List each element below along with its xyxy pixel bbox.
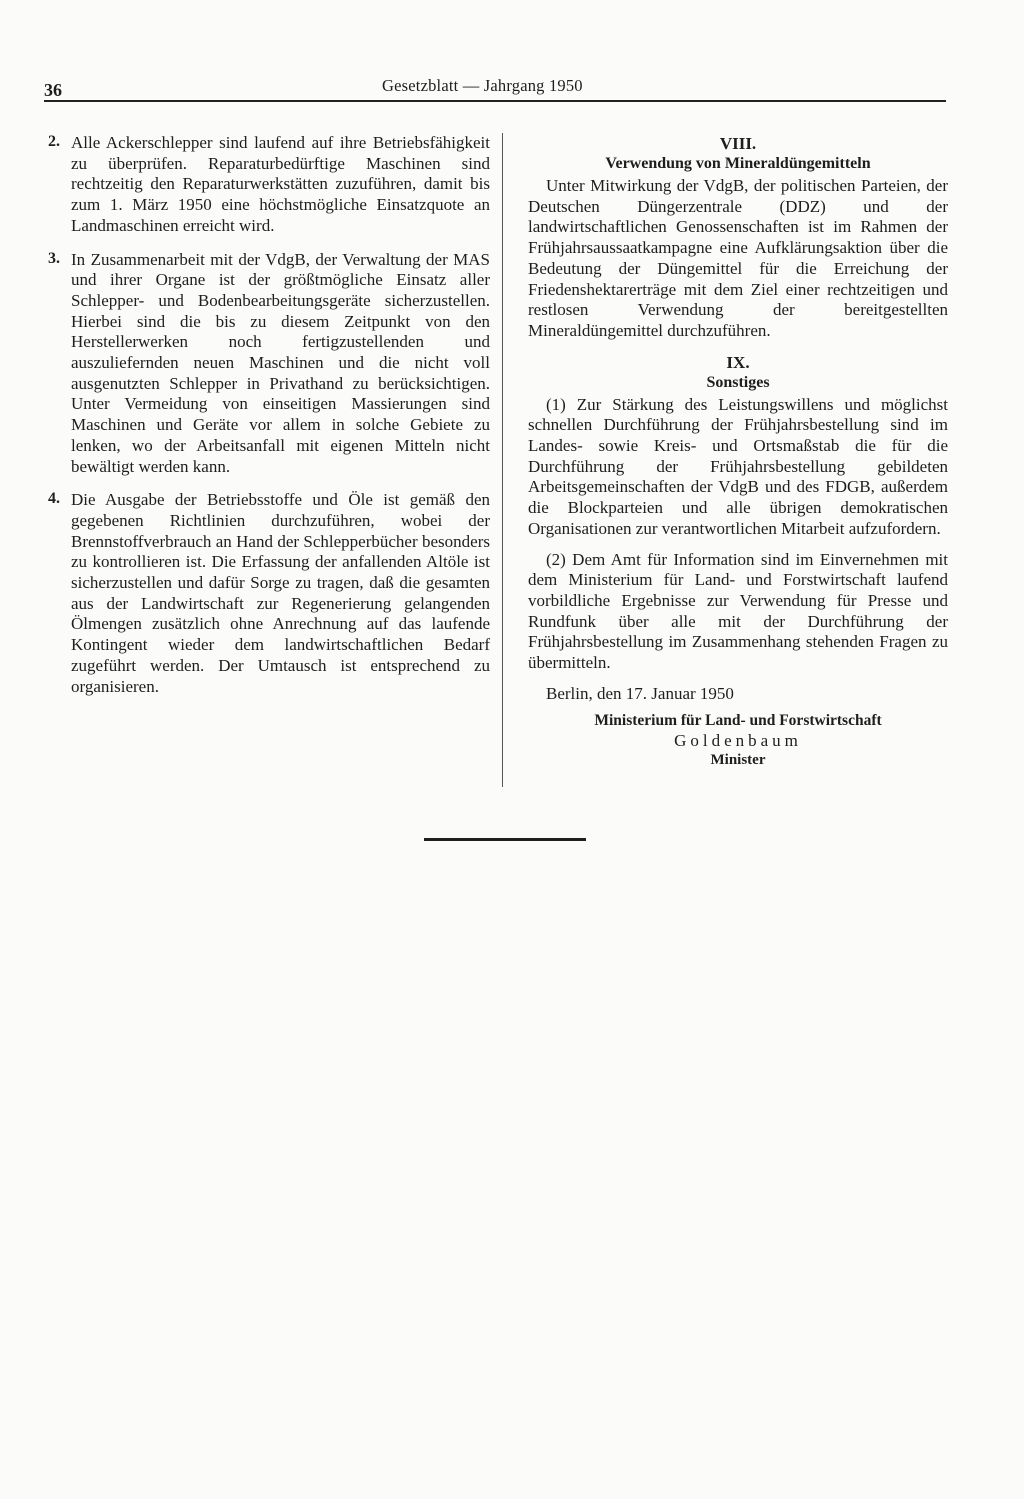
section-ix-title: Sonstiges <box>706 373 770 391</box>
running-title: Gesetzblatt — Jahrgang 1950 <box>382 76 583 95</box>
list-item <box>48 133 490 237</box>
section-viii-text: Unter Mitwirkung der VdgB, der politischen Parteien, der Deutschen Düngerzentrale (DDZ) und der landwirtschaftlichen Genossenschaften ist im Rahmen der Frühjahrsaussaatkampagne eine Aufklärungsaktion über die Bedeutung der Düngemittel für die Erreichung der Friedenshektarerträge mit dem Ziel einer rechtzeitigen und restlosen Verwendung der bereitgestellten Mineraldüngemittel durchzuführen. <box>528 176 948 340</box>
section-ix-numeral: IX. <box>726 352 750 372</box>
page-number: 36 <box>44 80 62 100</box>
right-column <box>528 133 948 769</box>
list-item-number: 2. <box>48 133 60 150</box>
signature-title: Minister <box>710 752 766 769</box>
list-item-number: 3. <box>48 249 60 267</box>
section-viii-title: Verwendung von Mineraldüngemitteln <box>605 155 871 172</box>
list-item <box>48 250 490 478</box>
list-item-text: Alle Ackerschlepper sind laufend auf ihre Betriebsfähigkeit zu überprüfen. Reparaturbedürftige Maschinen sind rechtzeitig den Reparaturwerkstätten zuzuführen, damit bis zum 1. März 1950 eine höchstmögliche Einsatzquote an Landmaschinen erreicht wird. <box>71 133 490 235</box>
list-item-text: Die Ausgabe der Betriebsstoffe und Öle ist gemäß den gegebenen Richtlinien durchzuführen, wobei der Brennstoffverbrauch an Hand der Schlepperbücher besonders zu kontrollieren ist. Die Erfassung der anfallenden Altöle ist sicherzustellen und dafür Sorge zu tragen, daß die gesamten aus der Landwirtschaft zur Regenerierung gelangenden Ölmengen zusätzlich ohne Anrechnung auf das laufende Kontingent wieder dem landwirtschaftlichen Bedarf zugeführt werden. Der Umtausch ist entsprechend zu organisieren. <box>71 490 490 696</box>
signature-name: Goldenbaum <box>674 731 802 751</box>
left-column <box>48 133 490 710</box>
list-item-text: In Zusammenarbeit mit der VdgB, der Verwaltung der MAS und ihrer Organe ist der größtmögliche Einsatz aller Schlepper- und Bodenbearbeitungsgeräte sicherzustellen. Hierbei sind die bis zu diesem Zeitpunkt von den Herstellerwerken noch fertigzustellenden und auszuliefernden neuen Maschinen und die nicht voll ausgenutzten Schlepper in Privathand zu berücksichtigen. Unter Vermeidung von einseitigen Massierungen sind Maschinen und Geräte vor allem in solche Gebiete zu lenken, wo der Arbeitsanfall mit eigenen Mitteln nicht bewältigt werden kann. <box>71 249 490 476</box>
page-header <box>44 74 946 102</box>
section-ix-paragraph-1: (1) Zur Stärkung des Leistungswillens und möglichst schnellen Durchführung der Frühjahrsbestellung sind im Landes- sowie Kreis- und Ortsmaßstab die für die Durchführung der Frühjahrsbestellung gebildeten Arbeitsgemeinschaften der VdgB und des FDGB, außerdem die Blockparteien und alle übrigen demokratischen Organisationen zur verantwortlichen Mitarbeit aufzufordern. <box>528 394 948 538</box>
list-item <box>48 490 490 697</box>
list-item-number: 4. <box>48 490 60 508</box>
section-viii-numeral: VIII. <box>719 134 757 153</box>
column-divider <box>502 133 503 787</box>
end-rule <box>424 838 586 841</box>
date-line: Berlin, den 17. Januar 1950 <box>546 683 734 703</box>
section-ix-paragraph-2: (2) Dem Amt für Information sind im Einvernehmen mit dem Ministerium für Land- und Forstwirtschaft laufend vorbildliche Ergebnisse zur Verwendung für Presse und Rundfunk über alle mit der Durchführung der Frühjahrsbestellung im Zusammenhang stehenden Fragen zu übermitteln. <box>528 549 948 673</box>
signature-ministry: Ministerium für Land- und Forstwirtschaft <box>594 712 882 730</box>
